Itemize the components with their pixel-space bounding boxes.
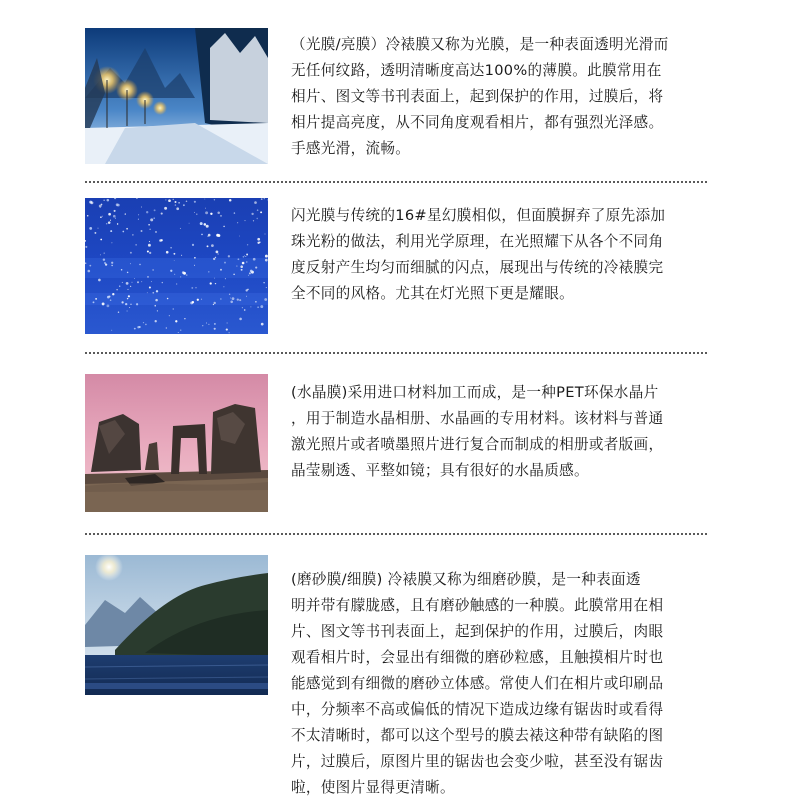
film-description-crystal: (水晶膜)采用进口材料加工而成，是一种PET环保水晶片 ，用于制造水晶相册、水晶画的专用材料。该材料与普通 激光照片或者喷墨照片进行复合而制成的相册或者版画， 晶莹剔透、平整如镜；具有很好的水晶质感。	[291, 384, 664, 479]
blue-sparkle-image	[85, 198, 268, 334]
section-divider	[85, 181, 707, 183]
film-description-sparkle: 闪光膜与传统的16#星幻膜相似，但面膜摒弃了原先添加 珠光粉的做法，利用光学原理，在光照耀下从各个不同角 度反射产生均匀而细腻的闪点，展现出与传统的冷裱膜完 全不同的风格。尤其在灯光照下更是耀眼。	[291, 207, 666, 302]
film-description-glossy: （光膜/亮膜）冷裱膜又称为光膜，是一种表面透明光滑而 无任何纹路，透明清晰度高达100%的薄膜。此膜常用在 相片、图文等书刊表面上，起到保护的作用，过膜后，将 相片提高亮度，从不同角度观看相片，都有强烈光泽感。 手感光滑，流畅。	[291, 36, 669, 157]
snowy-road-lamps-image	[85, 28, 268, 164]
film-description-matte: (磨砂膜/细膜) 冷裱膜又称为细磨砂膜，是一种表面透 明并带有朦胧感，且有磨砂触感的一种膜。此膜常用在相 片、图文等书刊表面上，起到保护的作用，过膜后，肉眼 观看相片时，会显出有细微的磨砂粒感，且触摸相片时也 能感觉到有细微的磨砂立体感。常使人们在相片或印刷品 中，分频率不高或偏低的情况下造成边缘有锯齿时或看得 不太清晰时，都可以这个型号的膜去裱这种带有缺陷的图 片，过膜后，原图片里的锯齿也会变少啦，甚至没有锯齿 啦，使图片显得更清晰。	[291, 571, 664, 796]
section-divider	[85, 352, 707, 354]
stonehenge-image	[85, 374, 268, 512]
section-divider	[85, 533, 707, 535]
mountain-lake-image	[85, 555, 268, 695]
